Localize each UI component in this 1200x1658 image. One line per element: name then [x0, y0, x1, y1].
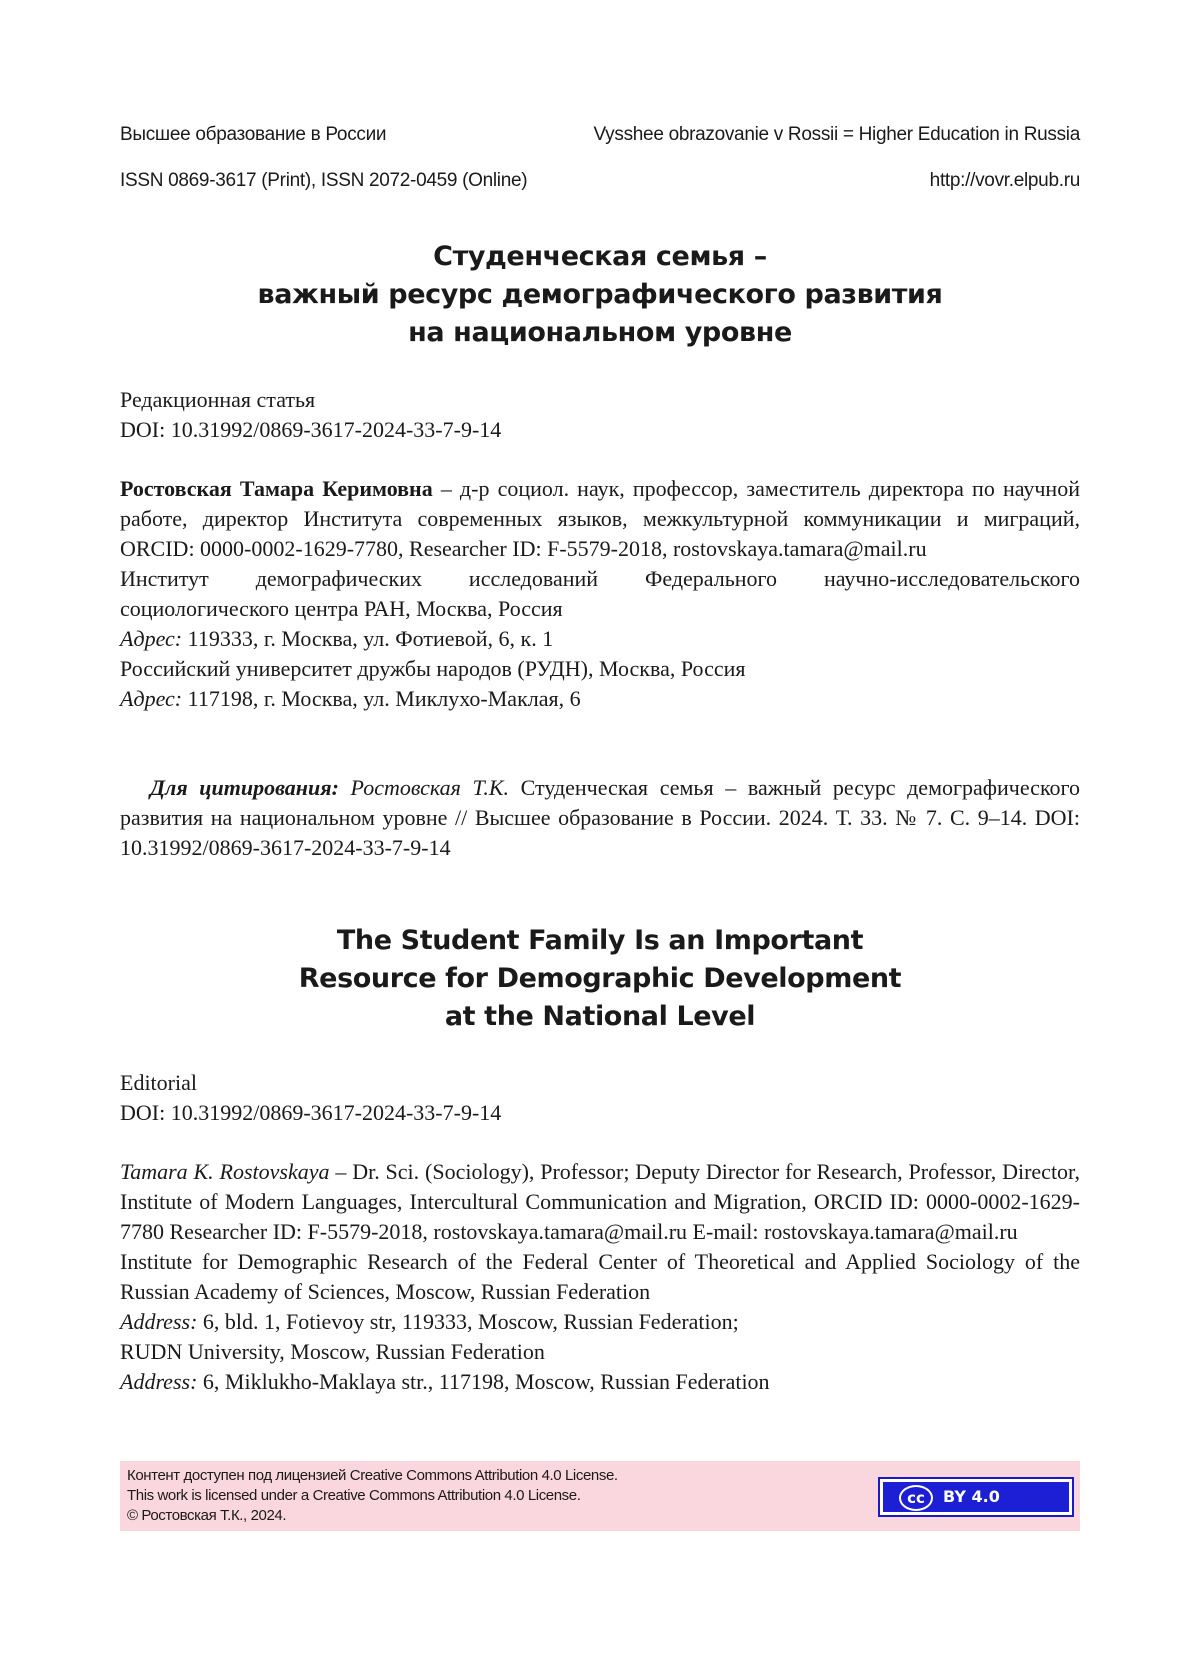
- license-text: [127, 1466, 618, 1526]
- copyright: © Ростовская Т.К., 2024.: [127, 1507, 287, 1524]
- affiliation: RUDN University, Moscow, Russian Federation: [120, 1339, 545, 1364]
- affiliation: Институт демографических исследований Федерального научно-исследовательского социологического центра РАН, Москва, Россия: [120, 566, 1080, 621]
- citation-label: Для цитирования:: [150, 775, 339, 800]
- author-name: Ростовская Тамара Керимовна: [120, 476, 433, 501]
- address: [120, 684, 1080, 714]
- article-meta-en: [120, 1068, 1080, 1128]
- author-name: Tamara K. Rostovskaya: [120, 1159, 330, 1184]
- address-label: Адрес:: [120, 686, 183, 711]
- article-type: Editorial: [120, 1070, 197, 1095]
- citation-text: Студенческая семья – важный ресурс демографического развития на национальном уровне // Высшее образование в России. 2024. Т. 33. № 7. С. 9–14. DOI: 10.31992/0869-3617-2024-33-7-9-14: [120, 775, 1080, 860]
- doi[interactable]: DOI: 10.31992/0869-3617-2024-33-7-9-14: [120, 1100, 502, 1125]
- author-details: – д-р социол. наук, профессор, заместитель директора по научной работе, директор Института современных языков, межкультурной коммуникации и миграций, ORCID: 0000-0002-1629-7780, Researcher ID: F-5579-2018, rostovskaya.tamara@mail.ru: [120, 476, 1080, 561]
- article-meta-ru: [120, 385, 1080, 445]
- title-ru-line: Студенческая семья –: [433, 241, 767, 272]
- author-info-ru: [120, 474, 1080, 714]
- address: [120, 1307, 1080, 1337]
- title-en-line: Resource for Demographic Development: [298, 963, 902, 994]
- cc-badge-fill: [883, 1482, 1069, 1512]
- title-ru-line: на национальном уровне: [408, 317, 792, 348]
- affiliation: Institute for Demographic Research of the Federal Center of Theoretical and Applied Sociology of the Russian Academy of Sciences, Moscow, Russian Federation: [120, 1249, 1080, 1304]
- cc-icon: cc: [899, 1485, 933, 1511]
- address-value: 6, bld. 1, Fotievoy str, 119333, Moscow, Russian Federation;: [197, 1309, 739, 1334]
- address-label: Address:: [120, 1309, 198, 1334]
- license-box: [120, 1461, 1080, 1531]
- doi[interactable]: DOI: 10.31992/0869-3617-2024-33-7-9-14: [120, 417, 502, 442]
- address: [120, 624, 1080, 654]
- article-page: [120, 0, 1080, 1658]
- author-details: – Dr. Sci. (Sociology), Professor; Deputy Director for Research, Professor, Director, Institute of Modern Languages, Intercultural Communication and Migration, ORCID ID: 0000-0002-1629-7780 Researcher ID: F-5579-2018, rostovskaya.tamara@mail.ru E-mail: rostovskaya.tamara@mail.ru: [120, 1159, 1081, 1244]
- citation-author: Ростовская Т.К.: [338, 775, 509, 800]
- journal-title-en: Vysshee obrazovanie v Rossii = Higher Education in Russia: [593, 124, 1080, 145]
- title-en-line: The Student Family Is an Important: [336, 925, 864, 956]
- address-value: 6, Miklukho-Maklaya str., 117198, Moscow, Russian Federation: [197, 1369, 770, 1394]
- address-label: Адрес:: [120, 626, 183, 651]
- title-ru: [120, 238, 1080, 352]
- address-value: 117198, г. Москва, ул. Миклухо-Маклая, 6: [182, 686, 581, 711]
- license-line-ru: Контент доступен под лицензией Creative Commons Attribution 4.0 License.: [127, 1467, 618, 1484]
- license-line-en: This work is licensed under a Creative Commons Attribution 4.0 License.: [127, 1487, 581, 1504]
- title-en: [120, 922, 1080, 1036]
- citation-ru: [120, 773, 1080, 863]
- cc-by-label: BY 4.0: [943, 1487, 1000, 1506]
- address-value: 119333, г. Москва, ул. Фотиевой, 6, к. 1: [182, 626, 554, 651]
- author-desc: [120, 474, 1080, 564]
- article-type: Редакционная статья: [120, 387, 316, 412]
- affiliation: Российский университет дружбы народов (РУДН), Москва, Россия: [120, 656, 746, 681]
- cc-by-badge[interactable]: [878, 1477, 1074, 1517]
- address-label: Address:: [120, 1369, 198, 1394]
- journal-url[interactable]: http://vovr.elpub.ru: [929, 170, 1080, 191]
- author-info-en: [120, 1157, 1080, 1397]
- issn: ISSN 0869-3617 (Print), ISSN 2072-0459 (Online): [120, 170, 528, 191]
- author-desc: [120, 1157, 1080, 1247]
- title-en-line: at the National Level: [444, 1001, 756, 1032]
- address: [120, 1367, 1080, 1397]
- title-ru-line: важный ресурс демографического развития: [257, 279, 943, 310]
- journal-title-ru: Высшее образование в России: [120, 124, 387, 145]
